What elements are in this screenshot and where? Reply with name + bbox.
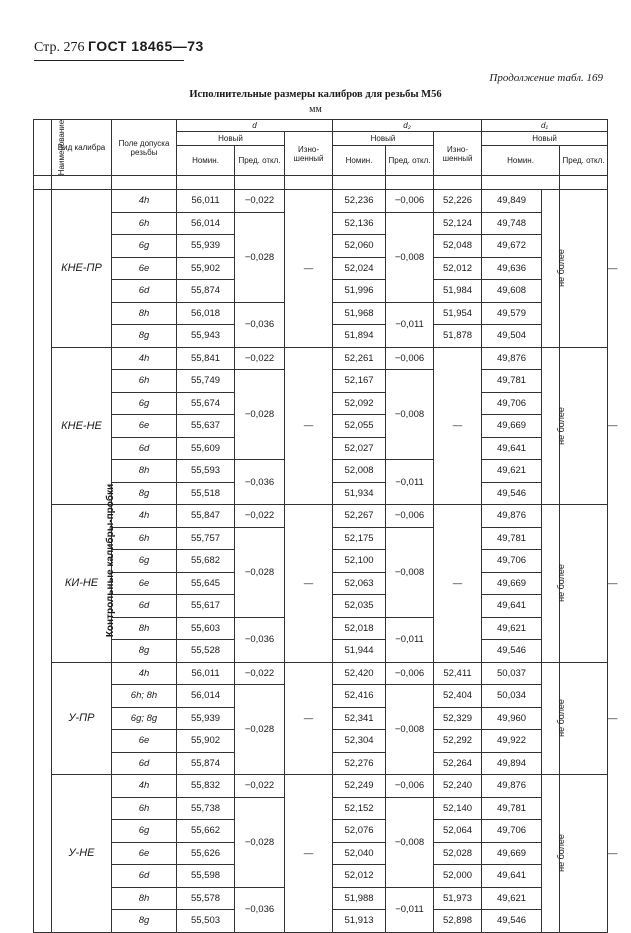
d-nominal-cell: 55,645 — [177, 572, 235, 595]
d2-worn-cell: 52,028 — [434, 842, 482, 865]
d-deviation-cell: −0,028 — [235, 370, 285, 460]
tolerance-cell: 6e — [112, 257, 177, 280]
tolerance-cell: 6e — [112, 842, 177, 865]
d2-nominal-cell: 52,175 — [333, 527, 386, 550]
d1-nominal-cell: 49,781 — [482, 527, 542, 550]
d1-nominal-cell: 49,706 — [482, 820, 542, 843]
d2-nominal-cell: 52,249 — [333, 775, 386, 798]
gauge-table — [33, 119, 618, 933]
d2-nominal-cell: 52,100 — [333, 550, 386, 573]
d1-nominal-cell: 49,546 — [482, 640, 542, 663]
d1-nominal-cell: 49,922 — [482, 730, 542, 753]
tolerance-cell: 8g — [112, 325, 177, 348]
d1-nominal-cell: 49,641 — [482, 865, 542, 888]
tolerance-cell: 6d — [112, 865, 177, 888]
tolerance-cell: 4h — [112, 775, 177, 798]
spacer-a — [34, 176, 52, 190]
d2-nominal-cell: 52,027 — [333, 437, 386, 460]
d-deviation-cell: −0,022 — [235, 190, 285, 213]
spacer-d — [177, 176, 235, 190]
d2-deviation-cell: −0,006 — [386, 662, 434, 685]
d1-nominal-cell: 49,669 — [482, 415, 542, 438]
d2-nominal-cell: 52,092 — [333, 392, 386, 415]
d-nominal-cell: 55,841 — [177, 347, 235, 370]
d-nominal-cell: 55,598 — [177, 865, 235, 888]
d1-note-cell — [542, 775, 566, 933]
d1-note-text: не более — [555, 249, 566, 288]
tolerance-cell: 6e — [112, 572, 177, 595]
tolerance-cell: 8h — [112, 460, 177, 483]
tolerance-cell: 4h — [112, 505, 177, 528]
tolerance-cell: 6h; 8h — [112, 685, 177, 708]
d2-nominal-cell: 52,304 — [333, 730, 386, 753]
d2-worn-cell: 52,898 — [434, 910, 482, 933]
d-deviation-cell: −0,022 — [235, 775, 285, 798]
tolerance-cell: 8g — [112, 482, 177, 505]
d-nominal-cell: 55,939 — [177, 707, 235, 730]
d-nominal-cell: 55,874 — [177, 752, 235, 775]
d1-nominal-cell: 49,608 — [482, 280, 542, 303]
d2-deviation-cell: −0,006 — [386, 505, 434, 528]
d2-worn-cell: 51,984 — [434, 280, 482, 303]
d-nominal-cell: 55,617 — [177, 595, 235, 618]
d-nominal-cell: 55,939 — [177, 235, 235, 258]
d-deviation-cell: −0,028 — [235, 797, 285, 887]
tolerance-cell: 4h — [112, 190, 177, 213]
d2-nominal-cell: 52,018 — [333, 617, 386, 640]
d2-deviation-cell: −0,011 — [386, 460, 434, 505]
tolerance-cell: 8g — [112, 910, 177, 933]
d2-nominal-cell: 52,276 — [333, 752, 386, 775]
tolerance-cell: 6g; 8g — [112, 707, 177, 730]
spacer-b — [52, 176, 112, 190]
d2-deviation-cell: −0,008 — [386, 685, 434, 775]
d-nominal-cell: 55,749 — [177, 370, 235, 393]
unit-label: мм — [309, 104, 322, 115]
d2-worn-cell: 52,124 — [434, 212, 482, 235]
tolerance-cell: 6g — [112, 550, 177, 573]
d1-nominal-cell: 49,706 — [482, 550, 542, 573]
d2-nominal-cell: 52,063 — [333, 572, 386, 595]
d-nominal-cell: 55,528 — [177, 640, 235, 663]
d2-nominal-cell: 52,416 — [333, 685, 386, 708]
d1-nominal-cell: 49,876 — [482, 505, 542, 528]
d1-nominal-cell: 50,034 — [482, 685, 542, 708]
d1-nominal-header: Номин. — [482, 146, 560, 176]
d1-nominal-cell: 49,781 — [482, 370, 542, 393]
d-nominal-cell: 56,011 — [177, 190, 235, 213]
d2-worn-cell: 52,292 — [434, 730, 482, 753]
d-worn-cell: — — [285, 662, 333, 775]
d-worn-cell: — — [285, 347, 333, 505]
gauge-kind: КНЕ-НЕ — [52, 347, 112, 505]
standard-id: ГОСТ 18465—73 — [87, 38, 204, 54]
d-worn-cell: — — [285, 190, 333, 348]
d-nominal-cell: 55,738 — [177, 797, 235, 820]
d-nominal-cell: 55,682 — [177, 550, 235, 573]
page-header — [34, 38, 204, 56]
d-nominal-cell: 55,874 — [177, 280, 235, 303]
d-deviation-cell: −0,028 — [235, 527, 285, 617]
d-nominal-header: Номин. — [177, 146, 235, 176]
table-title: Исполнительные размеры калибров для резьбы М56 — [189, 89, 442, 100]
col-name-header: Наименование — [34, 120, 52, 176]
tolerance-cell: 6d — [112, 280, 177, 303]
d-deviation-cell: −0,022 — [235, 662, 285, 685]
d-deviation-cell: −0,028 — [235, 685, 285, 775]
tolerance-cell: 6d — [112, 437, 177, 460]
d1-nominal-cell: 49,876 — [482, 347, 542, 370]
d1-nominal-cell: 49,546 — [482, 910, 542, 933]
d-worn-header: Изно-шенный — [285, 132, 333, 176]
d-nominal-cell: 55,609 — [177, 437, 235, 460]
d2-deviation-cell: −0,011 — [386, 887, 434, 932]
row-label-text: Контрольные калибры-пробки — [105, 484, 117, 638]
d2-deviation-header: Пред. откл. — [386, 146, 434, 176]
page-number: Стр. 276 — [34, 40, 85, 55]
d1-deviation-header: Пред. откл. — [560, 146, 608, 176]
d2-deviation-cell: −0,011 — [386, 302, 434, 347]
d2-worn-cell: 52,140 — [434, 797, 482, 820]
d1-nominal-cell: 49,621 — [482, 617, 542, 640]
d2-deviation-cell: −0,006 — [386, 347, 434, 370]
gauge-kind: У-НЕ — [52, 775, 112, 933]
d2-nominal-cell: 51,968 — [333, 302, 386, 325]
d2-worn-cell: 51,878 — [434, 325, 482, 348]
tolerance-cell: 8g — [112, 640, 177, 663]
d-nominal-cell: 55,578 — [177, 887, 235, 910]
d1-nominal-cell: 49,504 — [482, 325, 542, 348]
col-d-header: d — [177, 120, 333, 132]
d-nominal-cell: 55,757 — [177, 527, 235, 550]
d-deviation-cell: −0,022 — [235, 505, 285, 528]
d1-deviation-cell — [560, 505, 608, 663]
tolerance-cell: 6g — [112, 235, 177, 258]
d-nominal-cell: 55,943 — [177, 325, 235, 348]
tolerance-cell: 6e — [112, 415, 177, 438]
d-nominal-cell: 55,637 — [177, 415, 235, 438]
d2-worn-cell: — — [434, 505, 482, 663]
d1-deviation-cell — [560, 347, 608, 505]
d2-worn-cell: 52,329 — [434, 707, 482, 730]
col-tolerance-header: Поле допуска резьбы — [112, 120, 177, 176]
d2-nominal-cell: 52,060 — [333, 235, 386, 258]
d1-note-cell — [542, 662, 566, 775]
d1-note-text: не более — [555, 699, 566, 738]
d1-nominal-cell: 49,621 — [482, 460, 542, 483]
d-deviation-cell: −0,036 — [235, 460, 285, 505]
d1-nominal-cell: 49,876 — [482, 775, 542, 798]
table-row: Контрольные калибры-пробки КНЕ-ПР 4h 56,011 −0,022 — 52,236 −0,006 52,226 49,849 не более — — [34, 190, 608, 213]
header-rule — [34, 60, 184, 61]
d-nominal-cell: 55,902 — [177, 257, 235, 280]
d-new-header: Новый — [177, 132, 285, 146]
d2-worn-cell: 52,000 — [434, 865, 482, 888]
tolerance-cell: 6g — [112, 820, 177, 843]
d2-nominal-cell: 52,236 — [333, 190, 386, 213]
d2-deviation-cell: −0,008 — [386, 797, 434, 887]
d-nominal-cell: 55,593 — [177, 460, 235, 483]
d-nominal-cell: 56,014 — [177, 685, 235, 708]
d1-nominal-cell: 49,781 — [482, 797, 542, 820]
d2-nominal-cell: 52,055 — [333, 415, 386, 438]
d1-nominal-cell: 49,641 — [482, 595, 542, 618]
d2-nominal-cell: 52,008 — [333, 460, 386, 483]
d1-nominal-cell: 49,894 — [482, 752, 542, 775]
d2-nominal-cell: 51,913 — [333, 910, 386, 933]
d-nominal-cell: 55,832 — [177, 775, 235, 798]
d2-nominal-cell: 51,894 — [333, 325, 386, 348]
spacer-e — [235, 176, 285, 190]
d1-nominal-cell: 49,546 — [482, 482, 542, 505]
d2-worn-cell: 52,064 — [434, 820, 482, 843]
d2-nominal-cell: 52,024 — [333, 257, 386, 280]
d-nominal-cell: 56,018 — [177, 302, 235, 325]
d2-nominal-cell: 52,035 — [333, 595, 386, 618]
tolerance-cell: 6h — [112, 797, 177, 820]
d1-note-cell — [542, 347, 566, 505]
d-deviation-cell: −0,036 — [235, 302, 285, 347]
d1-nominal-cell: 49,621 — [482, 887, 542, 910]
d2-worn-cell: 52,226 — [434, 190, 482, 213]
tolerance-cell: 6d — [112, 752, 177, 775]
d-nominal-cell: 55,674 — [177, 392, 235, 415]
d2-nominal-cell: 51,988 — [333, 887, 386, 910]
d-deviation-header: Пред. откл. — [235, 146, 285, 176]
d1-note-text: не более — [555, 406, 566, 445]
d1-nominal-cell: 50,037 — [482, 662, 542, 685]
d1-deviation-cell — [560, 190, 608, 348]
d-nominal-cell: 55,902 — [177, 730, 235, 753]
d-nominal-cell: 55,603 — [177, 617, 235, 640]
d2-worn-cell: 52,240 — [434, 775, 482, 798]
d2-worn-cell: 52,411 — [434, 662, 482, 685]
d2-worn-cell: 52,048 — [434, 235, 482, 258]
d2-nominal-cell: 52,012 — [333, 865, 386, 888]
tolerance-cell: 8h — [112, 887, 177, 910]
d-nominal-cell: 56,011 — [177, 662, 235, 685]
d1-nominal-cell: 49,579 — [482, 302, 542, 325]
d-nominal-cell: 56,014 — [177, 212, 235, 235]
tolerance-cell: 8h — [112, 617, 177, 640]
d1-nominal-cell: 49,672 — [482, 235, 542, 258]
d-nominal-cell: 55,626 — [177, 842, 235, 865]
d2-deviation-cell: −0,006 — [386, 775, 434, 798]
d1-note-text: не более — [555, 834, 566, 873]
d1-nominal-cell: 49,669 — [482, 842, 542, 865]
gauge-kind: КИ-НЕ — [52, 505, 112, 663]
d1-nominal-cell: 49,636 — [482, 257, 542, 280]
d-nominal-cell: 55,847 — [177, 505, 235, 528]
d-deviation-cell: −0,036 — [235, 617, 285, 662]
d-worn-cell: — — [285, 775, 333, 933]
d2-deviation-cell: −0,011 — [386, 617, 434, 662]
spacer-f — [285, 176, 333, 190]
d2-nominal-cell: 52,136 — [333, 212, 386, 235]
tolerance-cell: 8h — [112, 302, 177, 325]
d-deviation-cell: −0,036 — [235, 887, 285, 932]
d2-worn-header: Изно-шенный — [434, 132, 482, 176]
d1-nominal-cell: 49,748 — [482, 212, 542, 235]
d1-deviation-cell — [560, 662, 608, 775]
d2-worn-cell: 52,012 — [434, 257, 482, 280]
col-d2-header: d₂ — [333, 120, 482, 132]
d2-nominal-cell: 52,040 — [333, 842, 386, 865]
d1-new-header: Новый — [482, 132, 608, 146]
d2-deviation-cell: −0,008 — [386, 212, 434, 302]
continuation-note: Продолжение табл. 169 — [489, 72, 603, 84]
d2-nominal-cell: 52,152 — [333, 797, 386, 820]
tolerance-cell: 6g — [112, 392, 177, 415]
d1-nominal-cell: 49,960 — [482, 707, 542, 730]
d1-note-text: не более — [555, 564, 566, 603]
col-kind-header: Вид калибра — [52, 120, 112, 176]
d2-nominal-cell: 51,996 — [333, 280, 386, 303]
tolerance-cell: 4h — [112, 662, 177, 685]
col-d1-header: d₁ — [482, 120, 608, 132]
d1-note-cell — [542, 190, 566, 348]
spacer-h — [386, 176, 434, 190]
gauge-kind: КНЕ-ПР — [52, 190, 112, 348]
d-deviation-cell: −0,028 — [235, 212, 285, 302]
table-row: КНЕ-НЕ 4h 55,841 −0,022 — 52,261 −0,006 — 49,876 не более — — [34, 347, 608, 370]
table-row: У-НЕ 4h 55,832 −0,022 — 52,249 −0,006 52,240 49,876 не более — — [34, 775, 608, 798]
tolerance-cell: 6h — [112, 527, 177, 550]
d2-worn-cell: — — [434, 347, 482, 505]
d2-nominal-cell: 52,076 — [333, 820, 386, 843]
d1-deviation-cell — [560, 775, 608, 933]
d2-deviation-cell: −0,008 — [386, 527, 434, 617]
d2-deviation-cell: −0,006 — [386, 190, 434, 213]
tolerance-cell: 6h — [112, 370, 177, 393]
d2-nominal-header: Номин. — [333, 146, 386, 176]
spacer-k — [560, 176, 608, 190]
d-nominal-cell: 55,518 — [177, 482, 235, 505]
d2-nominal-cell: 52,261 — [333, 347, 386, 370]
tolerance-cell: 4h — [112, 347, 177, 370]
d2-nominal-cell: 51,934 — [333, 482, 386, 505]
d1-nominal-cell: 49,641 — [482, 437, 542, 460]
d2-deviation-cell: −0,008 — [386, 370, 434, 460]
spacer-j — [482, 176, 560, 190]
d1-note-cell — [542, 505, 566, 663]
tolerance-cell: 6e — [112, 730, 177, 753]
d-nominal-cell: 55,662 — [177, 820, 235, 843]
d-worn-cell: — — [285, 505, 333, 663]
d-nominal-cell: 55,503 — [177, 910, 235, 933]
d2-worn-cell: 52,404 — [434, 685, 482, 708]
d2-nominal-cell: 52,420 — [333, 662, 386, 685]
tolerance-cell: 6d — [112, 595, 177, 618]
tolerance-cell: 6h — [112, 212, 177, 235]
d2-nominal-cell: 52,341 — [333, 707, 386, 730]
d2-nominal-cell: 51,944 — [333, 640, 386, 663]
d1-nominal-cell: 49,849 — [482, 190, 542, 213]
d1-nominal-cell: 49,669 — [482, 572, 542, 595]
table-row: КИ-НЕ 4h 55,847 −0,022 — 52,267 −0,006 — 49,876 не более — — [34, 505, 608, 528]
d2-worn-cell: 52,264 — [434, 752, 482, 775]
gauge-kind: У-ПР — [52, 662, 112, 775]
d2-nominal-cell: 52,167 — [333, 370, 386, 393]
d2-new-header: Новый — [333, 132, 434, 146]
spacer-c — [112, 176, 177, 190]
table-row: У-ПР 4h 56,011 −0,022 — 52,420 −0,006 52,411 50,037 не более — — [34, 662, 608, 685]
d2-worn-cell: 51,954 — [434, 302, 482, 325]
spacer-g — [333, 176, 386, 190]
spacer-i — [434, 176, 482, 190]
d-deviation-cell: −0,022 — [235, 347, 285, 370]
d1-nominal-cell: 49,706 — [482, 392, 542, 415]
d2-nominal-cell: 52,267 — [333, 505, 386, 528]
d2-worn-cell: 51,973 — [434, 887, 482, 910]
